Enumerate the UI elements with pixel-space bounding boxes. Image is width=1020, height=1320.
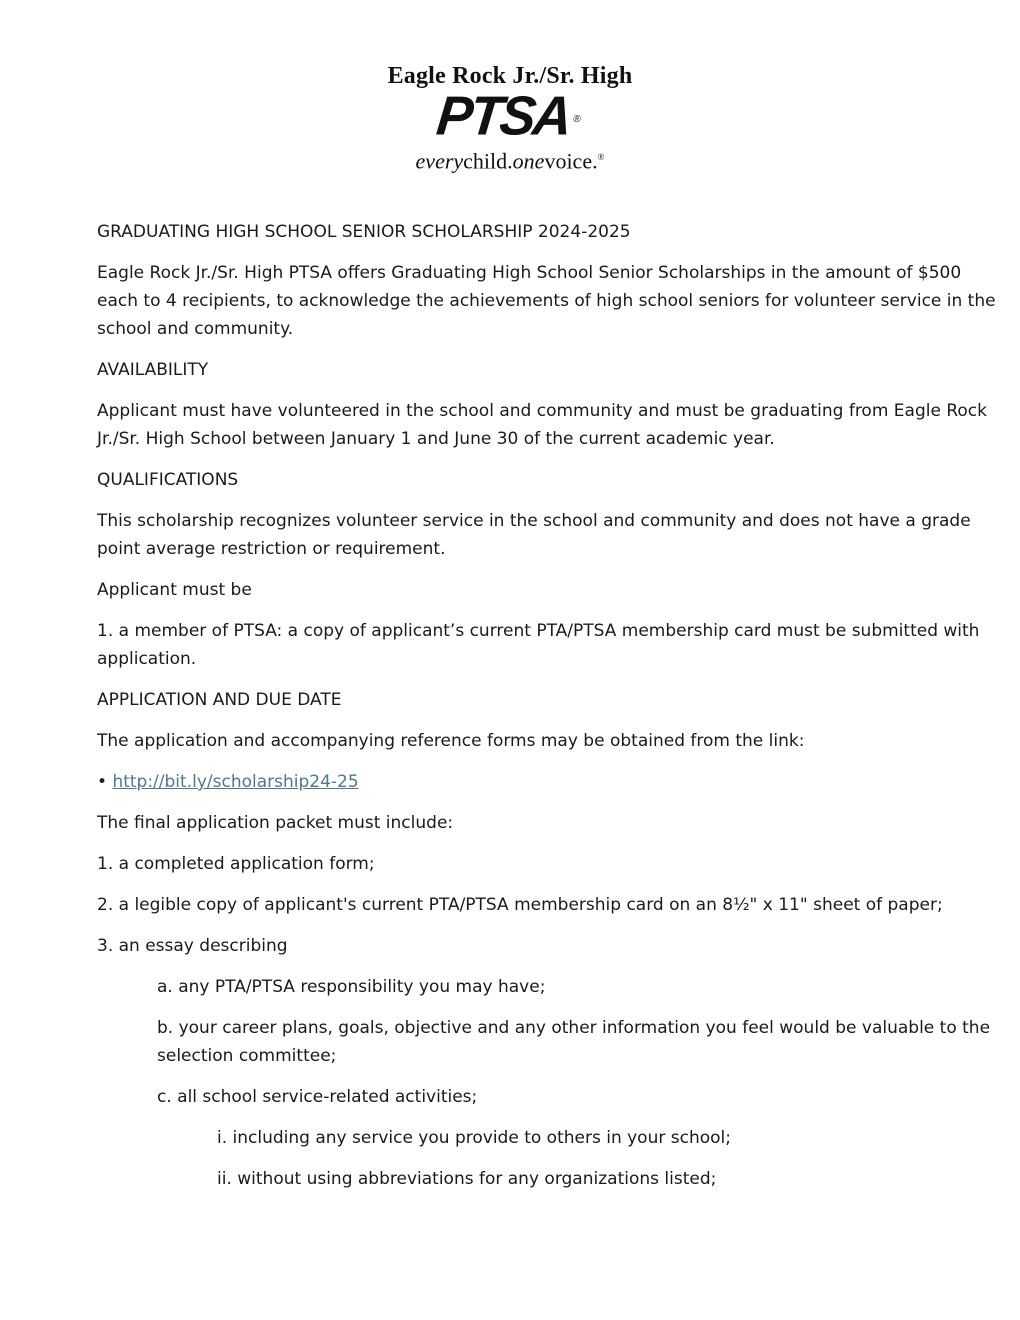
- document-title: GRADUATING HIGH SCHOOL SENIOR SCHOLARSHIP 2024-2025: [97, 222, 631, 242]
- packet-intro: The final application packet must include:: [97, 813, 454, 833]
- packet-item-1: 1. a completed application form;: [97, 854, 375, 874]
- packet-item-2: 2. a legible copy of applicant's current PTA/PTSA membership card on an 8½" x 11" sheet of paper;: [97, 895, 943, 915]
- tagline-one: one: [512, 148, 545, 174]
- essay-item-c-i: i. including any service you provide to others in your school;: [217, 1128, 731, 1148]
- logo-school-name: Eagle Rock Jr./Sr. High: [387, 63, 633, 89]
- tagline-child: child.: [463, 148, 513, 174]
- document-body: [97, 218, 997, 1206]
- scholarship-link[interactable]: http://bit.ly/scholarship24-25: [112, 772, 359, 792]
- application-paragraph: The application and accompanying reference forms may be obtained from the link:: [97, 731, 805, 751]
- tagline-every: every: [415, 148, 464, 174]
- tagline-registered-mark: ®: [597, 152, 605, 162]
- logo-tagline: [0, 144, 1020, 174]
- packet-item-3: 3. an essay describing: [97, 936, 288, 956]
- logo-registered-mark: ®: [572, 113, 582, 126]
- qualifications-heading: QUALIFICATIONS: [97, 470, 239, 490]
- essay-item-c-ii: ii. without using abbreviations for any organizations listed;: [217, 1169, 717, 1189]
- essay-item-a: a. any PTA/PTSA responsibility you may have;: [157, 977, 546, 997]
- tagline-voice: voice.: [544, 148, 598, 174]
- requirement-item-1: 1. a member of PTSA: a copy of applicant’s current PTA/PTSA membership card must be submitted with application.: [97, 621, 980, 669]
- applicant-must-be: Applicant must be: [97, 580, 252, 600]
- intro-paragraph: Eagle Rock Jr./Sr. High PTSA offers Graduating High School Senior Scholarships in the amount of $500 each to 4 recipients, to acknowledge the achievements of high school seniors for volunteer service in the school and community.: [97, 263, 996, 339]
- application-heading: APPLICATION AND DUE DATE: [97, 690, 342, 710]
- essay-item-c: c. all school service-related activities;: [157, 1087, 478, 1107]
- bullet-glyph: •: [97, 772, 108, 792]
- essay-item-b: b. your career plans, goals, objective and any other information you feel would be valuable to the selection committee;: [157, 1018, 991, 1066]
- qualifications-paragraph: This scholarship recognizes volunteer service in the school and community and does not have a grade point average restriction or requirement.: [97, 511, 971, 559]
- link-list-item: [97, 768, 997, 796]
- availability-heading: AVAILABILITY: [97, 360, 209, 380]
- ptsa-logo: [0, 62, 1020, 174]
- availability-paragraph: Applicant must have volunteered in the school and community and must be graduating from Eagle Rock Jr./Sr. High School between January 1 and June 30 of the current academic year.: [97, 401, 987, 449]
- logo-ptsa-text: PTSA: [433, 85, 573, 147]
- logo-ptsa-wordmark: [433, 85, 582, 147]
